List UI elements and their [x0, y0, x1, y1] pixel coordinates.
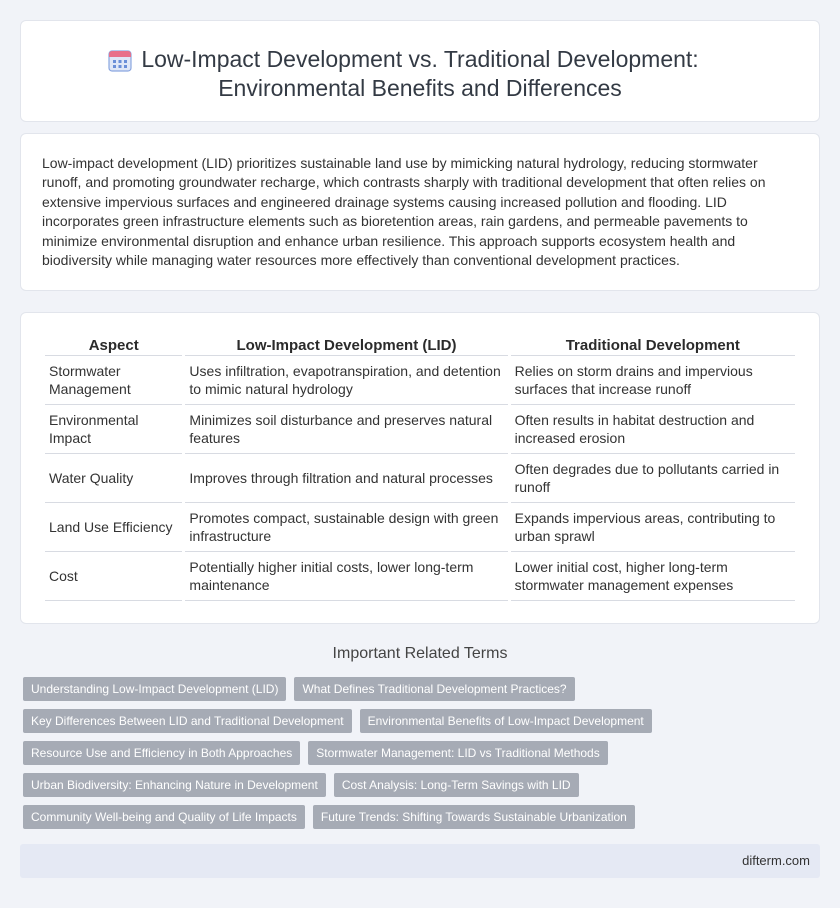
related-term-link[interactable]: Stormwater Management: LID vs Traditional Methods — [308, 741, 607, 765]
table-cell: Promotes compact, sustainable design with green infrastructure — [185, 503, 507, 552]
tag-row — [23, 805, 819, 829]
table-row — [45, 405, 795, 454]
table-cell: Relies on storm drains and impervious surfaces that increase runoff — [511, 356, 795, 405]
table-cell: Land Use Efficiency — [45, 503, 182, 552]
related-term-link[interactable]: Future Trends: Shifting Towards Sustainable Urbanization — [313, 805, 635, 829]
related-term-link[interactable]: Urban Biodiversity: Enhancing Nature in Development — [23, 773, 326, 797]
related-term-link[interactable]: Understanding Low-Impact Development (LID) — [23, 677, 286, 701]
related-term-link[interactable]: Community Well-being and Quality of Life Impacts — [23, 805, 305, 829]
table-row — [45, 454, 795, 503]
column-header-aspect: Aspect — [45, 334, 182, 356]
tag-row — [23, 677, 819, 701]
related-term-link[interactable]: Cost Analysis: Long-Term Savings with LID — [334, 773, 579, 797]
table-cell: Stormwater Management — [45, 356, 182, 405]
comparison-table — [42, 334, 798, 601]
table-cell: Lower initial cost, higher long-term stormwater management expenses — [511, 552, 795, 601]
table-cell: Often results in habitat destruction and increased erosion — [511, 405, 795, 454]
header-card — [20, 20, 820, 122]
tag-row — [23, 741, 819, 765]
table-cell: Environmental Impact — [45, 405, 182, 454]
related-term-link[interactable]: What Defines Traditional Development Practices? — [294, 677, 574, 701]
related-terms-title: Important Related Terms — [332, 645, 508, 662]
table-cell: Minimizes soil disturbance and preserves natural features — [185, 405, 507, 454]
table-row — [45, 356, 795, 405]
table-cell: Often degrades due to pollutants carried in runoff — [511, 454, 795, 503]
column-header-lid: Low-Impact Development (LID) — [185, 334, 507, 356]
column-header-traditional: Traditional Development — [511, 334, 795, 356]
tag-row — [23, 709, 819, 733]
related-term-link[interactable]: Key Differences Between LID and Traditional Development — [23, 709, 352, 733]
table-cell: Expands impervious areas, contributing to urban sprawl — [511, 503, 795, 552]
table-row — [45, 552, 795, 601]
table-cell: Uses infiltration, evapotranspiration, and detention to mimic natural hydrology — [185, 356, 507, 405]
intro-card — [20, 133, 820, 291]
related-term-link[interactable]: Resource Use and Efficiency in Both Approaches — [23, 741, 300, 765]
table-cell: Water Quality — [45, 454, 182, 503]
page-title-line2: Environmental Benefits and Differences — [218, 75, 622, 101]
table-row — [45, 503, 795, 552]
intro-paragraph: Low-impact development (LID) prioritizes sustainable land use by mimicking natural hydrology, reducing stormwater runoff, and promoting groundwater recharge, which contrasts sharply with traditional development that often relies on extensive impervious surfaces and engineered drainage systems causing increased pollution and flooding. LID incorporates green infrastructure elements such as bioretention areas, rain gardens, and permeable pavements to minimize environmental disruption and enhance urban resilience. This approach supports ecosystem health and biodiversity while managing water resources more effectively than conventional development practices. — [42, 155, 766, 269]
related-term-link[interactable]: Environmental Benefits of Low-Impact Development — [360, 709, 652, 733]
page-title-line1: Low-Impact Development vs. Traditional Development: — [141, 46, 699, 72]
tag-row — [23, 773, 819, 797]
table-header-row — [45, 334, 795, 356]
table-cell: Potentially higher initial costs, lower long-term maintenance — [185, 552, 507, 601]
page-title — [21, 45, 819, 103]
table-cell: Cost — [45, 552, 182, 601]
comparison-table-card — [20, 312, 820, 624]
related-terms-list — [23, 677, 819, 837]
footer-site-link[interactable]: difterm.com — [742, 853, 810, 868]
footer — [20, 844, 820, 878]
table-cell: Improves through filtration and natural processes — [185, 454, 507, 503]
